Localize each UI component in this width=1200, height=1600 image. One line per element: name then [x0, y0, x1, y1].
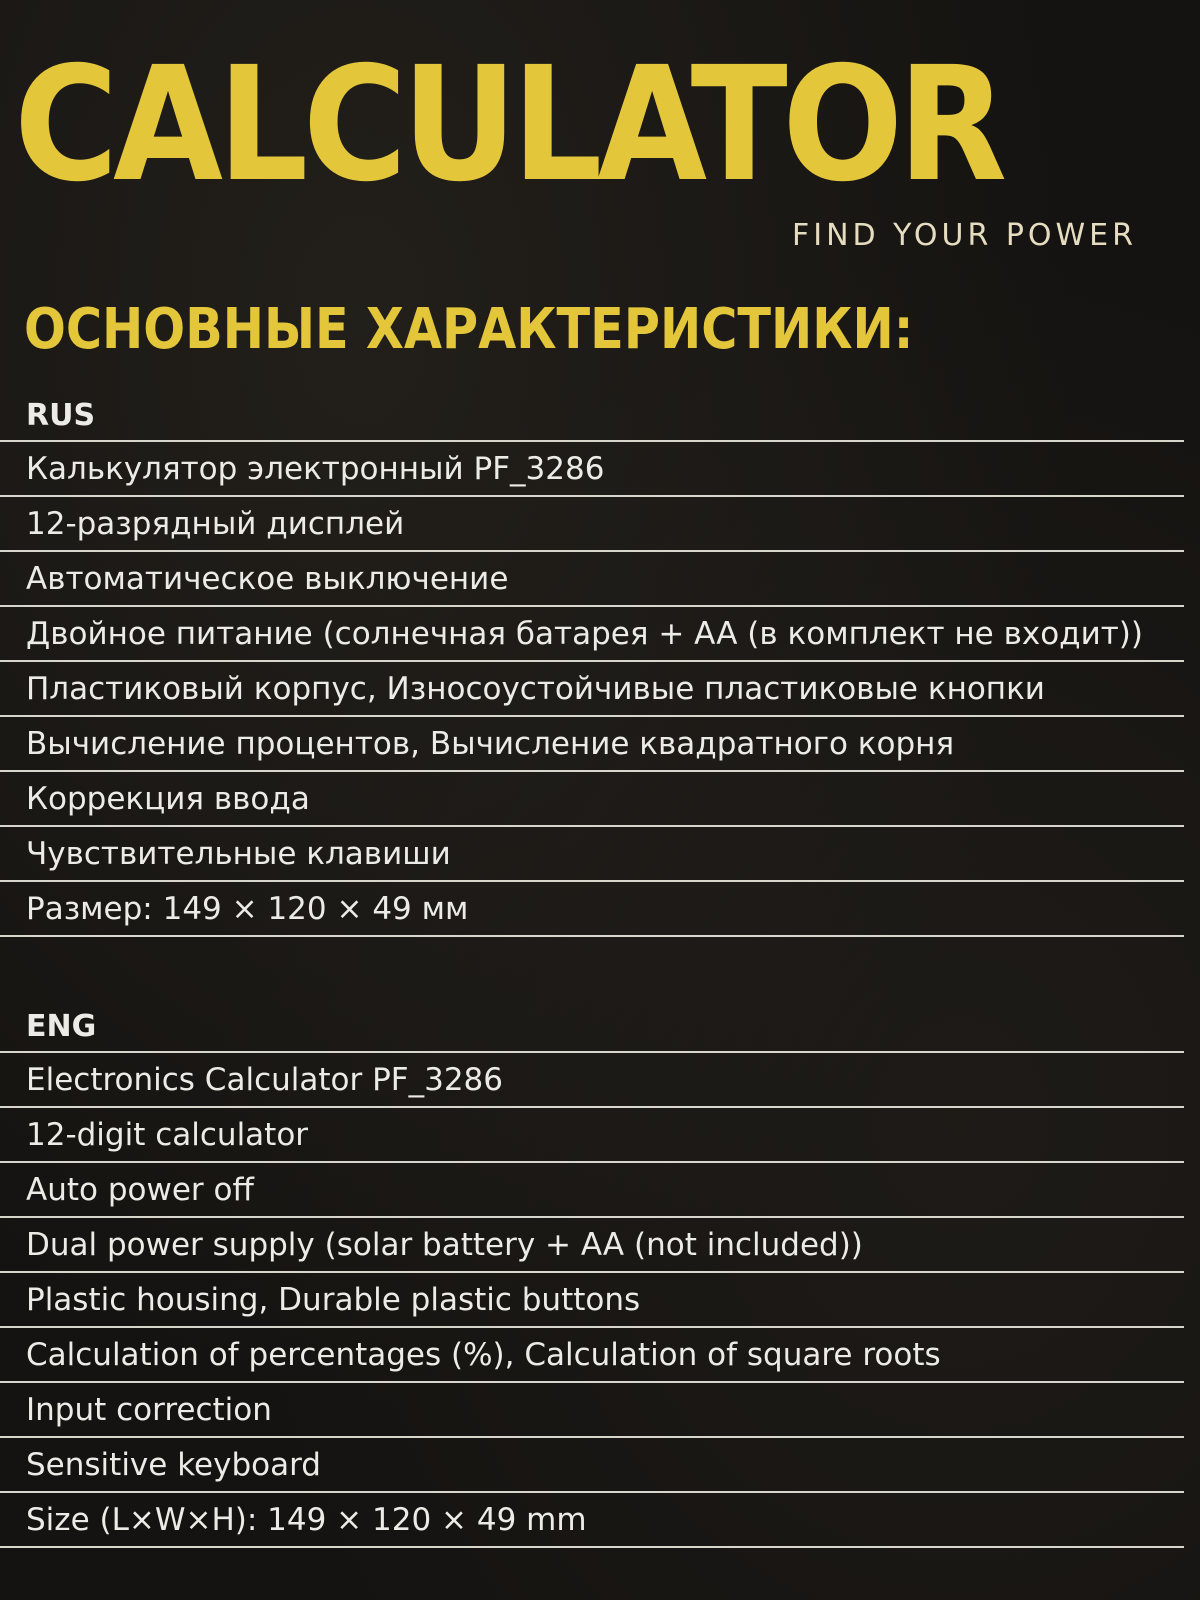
specs-heading: ОСНОВНЫЕ ХАРАКТЕРИСТИКИ: — [24, 297, 914, 362]
spec-row: 12-digit calculator — [0, 1108, 1184, 1163]
spec-row: 12-разрядный дисплей — [0, 497, 1184, 552]
spec-row: Вычисление процентов, Вычисление квадратного корня — [0, 717, 1184, 772]
spec-row: Auto power off — [0, 1163, 1184, 1218]
section-label-eng: ENG — [0, 1003, 1184, 1053]
spec-row: Dual power supply (solar battery + AA (not included)) — [0, 1218, 1184, 1273]
brand-tagline: FIND YOUR POWER — [792, 218, 1137, 253]
spec-row: Пластиковый корпус, Износоустойчивые пластиковые кнопки — [0, 662, 1184, 717]
spec-row: Input correction — [0, 1383, 1184, 1438]
spec-row: Sensitive keyboard — [0, 1438, 1184, 1493]
spec-row: Коррекция ввода — [0, 772, 1184, 827]
spec-row: Size (L×W×H): 149 × 120 × 49 mm — [0, 1493, 1184, 1548]
spec-row: Electronics Calculator PF_3286 — [0, 1053, 1184, 1108]
spec-section-eng — [0, 1003, 1200, 1548]
spec-row: Автоматическое выключение — [0, 552, 1184, 607]
spec-section-rus — [0, 392, 1200, 937]
spec-row: Calculation of percentages (%), Calculation of square roots — [0, 1328, 1184, 1383]
spec-row: Plastic housing, Durable plastic buttons — [0, 1273, 1184, 1328]
spec-row: Калькулятор электронный PF_3286 — [0, 442, 1184, 497]
spec-row: Размер: 149 × 120 × 49 мм — [0, 882, 1184, 937]
product-title: CALCULATOR — [14, 33, 1002, 217]
spec-row: Двойное питание (солнечная батарея + AA (в комплект не входит)) — [0, 607, 1184, 662]
section-label-rus: RUS — [0, 392, 1184, 442]
spec-row: Чувствительные клавиши — [0, 827, 1184, 882]
